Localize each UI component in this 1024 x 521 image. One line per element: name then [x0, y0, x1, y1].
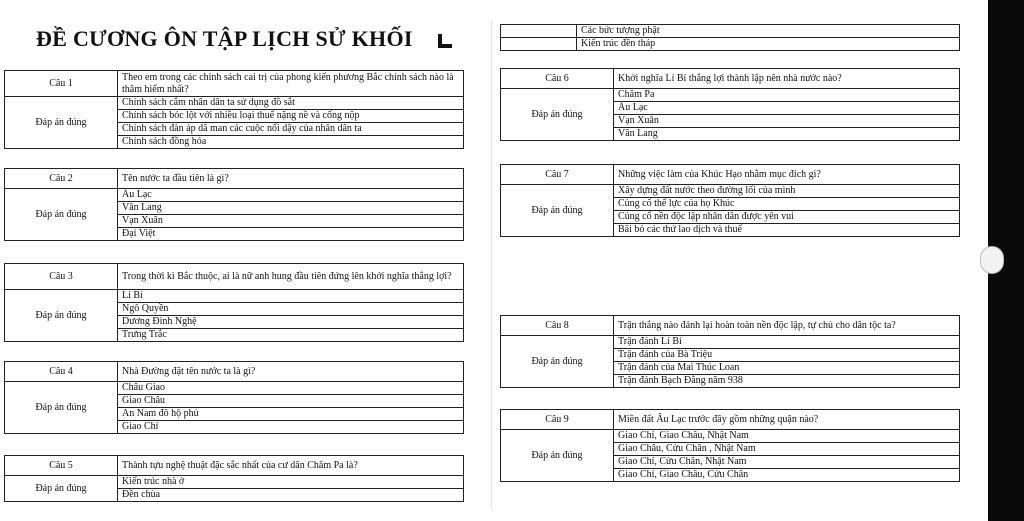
option-cell: Trận đánh của Bà Triệu: [614, 349, 960, 362]
question-table-6: [500, 68, 960, 141]
column-divider: [491, 20, 492, 510]
option-cell: Vạn Xuân: [614, 115, 960, 128]
option-cell: Trận đánh Bạch Đằng năm 938: [614, 375, 960, 388]
option-cell: Vạn Xuân: [118, 215, 464, 228]
option-cell: Đền chùa: [118, 489, 464, 502]
continuation-table: [500, 24, 960, 51]
option-cell: Đại Việt: [118, 228, 464, 241]
question-number: Câu 3: [5, 264, 118, 290]
question-number: Câu 6: [501, 69, 614, 89]
option-cell: Bãi bỏ các thứ lao dịch và thuế: [614, 224, 960, 237]
option-cell: Ngô Quyền: [118, 303, 464, 316]
answer-label: Đáp án đúng: [501, 430, 614, 482]
answer-label: Đáp án đúng: [501, 336, 614, 388]
option-cell: Dương Đình Nghệ: [118, 316, 464, 329]
question-table-2: [4, 168, 464, 241]
option-cell: Âu Lạc: [614, 102, 960, 115]
answer-label: Đáp án đúng: [5, 476, 118, 502]
corner-mark-icon: [438, 34, 452, 48]
option-cell: Châu Giao: [118, 382, 464, 395]
question-number: Câu 7: [501, 165, 614, 185]
question-number: Câu 5: [5, 456, 118, 476]
question-table-8: [500, 315, 960, 388]
question-number: Câu 8: [501, 316, 614, 336]
option-cell: Kiến trúc nhà ở: [118, 476, 464, 489]
page-title: ĐỀ CƯƠNG ÔN TẬP LỊCH SỬ KHỐI: [36, 26, 413, 51]
question-number: Câu 1: [5, 71, 118, 97]
question-text: Tên nước ta đầu tiên là gì?: [118, 169, 464, 189]
answer-label: Đáp án đúng: [5, 382, 118, 434]
option-cell: Củng cố thế lực của họ Khúc: [614, 198, 960, 211]
question-table-9: [500, 409, 960, 482]
option-cell: Củng cố nền độc lập nhân dân được yên vui: [614, 211, 960, 224]
option-cell: Kiến trúc đền tháp: [577, 38, 960, 51]
option-cell: Chính sách cắm nhân dân ta sử dụng đồ sắt: [118, 97, 464, 110]
option-cell: Trận đánh của Mai Thúc Loan: [614, 362, 960, 375]
option-cell: Lí Bí: [118, 290, 464, 303]
answer-label: Đáp án đúng: [5, 290, 118, 342]
answer-label: Đáp án đúng: [501, 89, 614, 141]
question-number: Câu 4: [5, 362, 118, 382]
question-text: Khởi nghĩa Lí Bí thắng lợi thành lập nên nhà nước nào?: [614, 69, 960, 89]
option-cell: Trận đánh Lí Bí: [614, 336, 960, 349]
question-text: Thành tựu nghệ thuật đặc sắc nhất của cư dân Chăm Pa là?: [118, 456, 464, 476]
answer-label: Đáp án đúng: [501, 185, 614, 237]
answer-label: Đáp án đúng: [5, 97, 118, 149]
scroll-handle[interactable]: [980, 246, 1004, 274]
option-cell: Âu Lạc: [118, 189, 464, 202]
option-cell: Giao Chỉ, Cửu Chân, Nhật Nam: [614, 456, 960, 469]
option-cell: Văn Lang: [118, 202, 464, 215]
option-cell: Giao Châu, Cửu Chân , Nhật Nam: [614, 443, 960, 456]
continuation-blank-cell: [501, 38, 577, 51]
question-number: Câu 2: [5, 169, 118, 189]
option-cell: Giao Chỉ, Giao Châu, Cửu Chân: [614, 469, 960, 482]
question-text: Trong thời kì Bắc thuộc, ai là nữ anh hung đầu tiên đứng lên khởi nghĩa thắng lợi?: [118, 264, 464, 290]
question-number: Câu 9: [501, 410, 614, 430]
option-cell: Giao Chỉ, Giao Châu, Nhật Nam: [614, 430, 960, 443]
option-cell: Chính sách đồng hóa: [118, 136, 464, 149]
question-table-5: [4, 455, 464, 502]
answer-label: Đáp án đúng: [5, 189, 118, 241]
option-cell: An Nam đô hộ phủ: [118, 408, 464, 421]
option-cell: Văn Lang: [614, 128, 960, 141]
option-cell: Giao Chỉ: [118, 421, 464, 434]
question-table-1: [4, 70, 464, 149]
option-cell: Các bức tượng phật: [577, 25, 960, 38]
option-cell: Trưng Trắc: [118, 329, 464, 342]
question-table-4: [4, 361, 464, 434]
question-table-7: [500, 164, 960, 237]
option-cell: Chính sách đàn áp dã man các cuộc nổi dậy của nhân dân ta: [118, 123, 464, 136]
option-cell: Xây dựng đất nước theo đường lối của mình: [614, 185, 960, 198]
question-text: Những việc làm của Khúc Hạo nhằm mục đích gì?: [614, 165, 960, 185]
question-text: Trận thắng nào đánh lại hoàn toàn nền độc lập, tự chủ cho dân tộc ta?: [614, 316, 960, 336]
option-cell: Giao Châu: [118, 395, 464, 408]
continuation-blank-cell: [501, 25, 577, 38]
option-cell: Chăm Pa: [614, 89, 960, 102]
question-text: Nhà Đường đặt tên nước ta là gì?: [118, 362, 464, 382]
question-table-3: [4, 263, 464, 342]
question-text: Theo em trong các chính sách cai trị của phong kiến phương Bắc chính sách nào là thâm hiểm nhất?: [118, 71, 464, 97]
option-cell: Chính sách bóc lột với nhiều loại thuế nặng nề và cống nộp: [118, 110, 464, 123]
question-text: Miền đất Âu Lạc trước đây gồm những quận nào?: [614, 410, 960, 430]
